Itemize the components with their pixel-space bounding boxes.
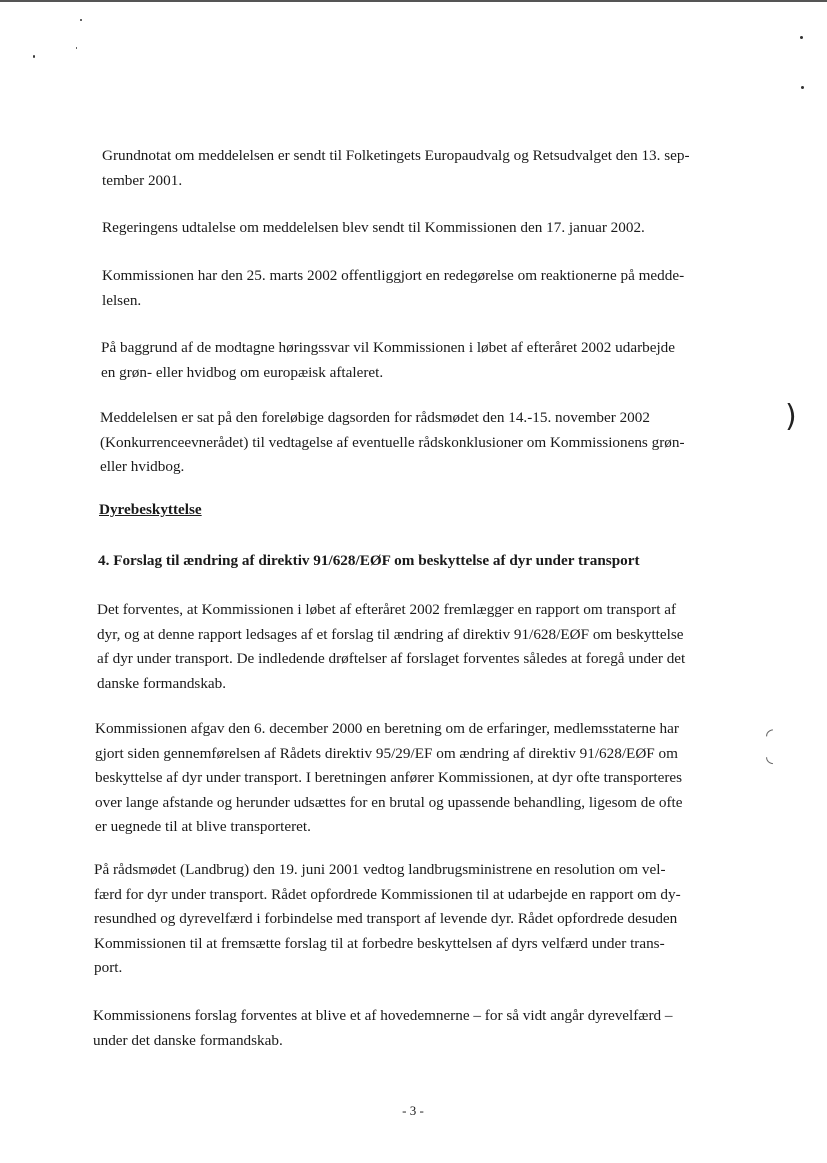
paragraph-raadsmoedet: På rådsmødet (Landbrug) den 19. juni 2001 vedtog landbrugsministrene en resolution om vel- færd for dyr under transport. Rådet opfordrede Kommissionen til at udarbejde en rapport om dy- resundhed og dyrevelfærd i forbindelse med transport af levende dyr. Rådet opfordrede desuden Kommissionen til at fremsætte forslag til at forbedre beskyttelsen af dyrs velfærd under trans- port.: [94, 861, 681, 976]
paragraph-rapport-transport: Det forventes, at Kommissionen i løbet af efteråret 2002 fremlægger en rapport om transport af dyr, og at denne rapport ledsages af et forslag til ændring af direktiv 91/628/EØF om beskyttelse af dyr under transport. De indledende drøftelser af forslaget forventes således at foregå under det danske formandskab.: [97, 601, 686, 692]
paragraph-redegoerelse: Kommissionen har den 25. marts 2002 offentliggjort en redegørelse om reaktionerne på medde- lelsen.: [102, 267, 685, 309]
paragraph-beretning: Kommissionen afgav den 6. december 2000 en beretning om de erfaringer, medlemsstaterne har gjort siden gennemførelsen af Rådets direktiv 95/29/EF om ændring af direktiv 91/628/EØF om beskyttelse af dyr under transport. I beretningen anfører Kommissionen, at dyr ofte transporteres over lange afstande og herunder udsættes for en brutal og upassende behandling, ligesom de ofte er uegnede til at blive transporteret.: [95, 720, 683, 835]
scan-speck: [80, 19, 82, 21]
binder-hole-mark: ◜: [766, 725, 773, 746]
scan-speck: [76, 47, 77, 49]
scan-speck: [800, 36, 803, 39]
binder-hole-mark: ◟: [766, 746, 773, 767]
scan-top-border: [0, 0, 827, 2]
paragraph-dagsorden: Meddelelsen er sat på den foreløbige dagsorden for rådsmødet den 14.-15. november 2002 (Konkurrenceevnerådet) til vedtagelse af eventuelle rådskonklusioner om Kommissionens grøn- eller hvidbog.: [100, 409, 685, 475]
scan-speck: [33, 55, 35, 58]
paragraph-regeringens-udtalelse: Regeringens udtalelse om meddelelsen blev sendt til Kommissionen den 17. januar 2002.: [102, 219, 645, 236]
section-heading: Dyrebeskyttelse: [99, 501, 202, 518]
paragraph-hoeringssvar: På baggrund af de modtagne høringssvar vil Kommissionen i løbet af efteråret 2002 udarbejde en grøn- eller hvidbog om europæisk aftaleret.: [101, 339, 676, 381]
paragraph-hovedemnerne: Kommissionens forslag forventes at blive et af hovedemnerne – for så vidt angår dyrevelfærd – under det danske formandskab.: [93, 1007, 673, 1049]
scan-speck: [801, 86, 804, 89]
binder-hole-mark: ): [785, 399, 797, 434]
page-number: - 3 -: [402, 1103, 424, 1118]
item-heading: 4. Forslag til ændring af direktiv 91/628/EØF om beskyttelse af dyr under transport: [98, 552, 640, 569]
paragraph-grundnotat: Grundnotat om meddelelsen er sendt til Folketingets Europaudvalg og Retsudvalget den 13. sep- tember 2001.: [102, 147, 690, 189]
